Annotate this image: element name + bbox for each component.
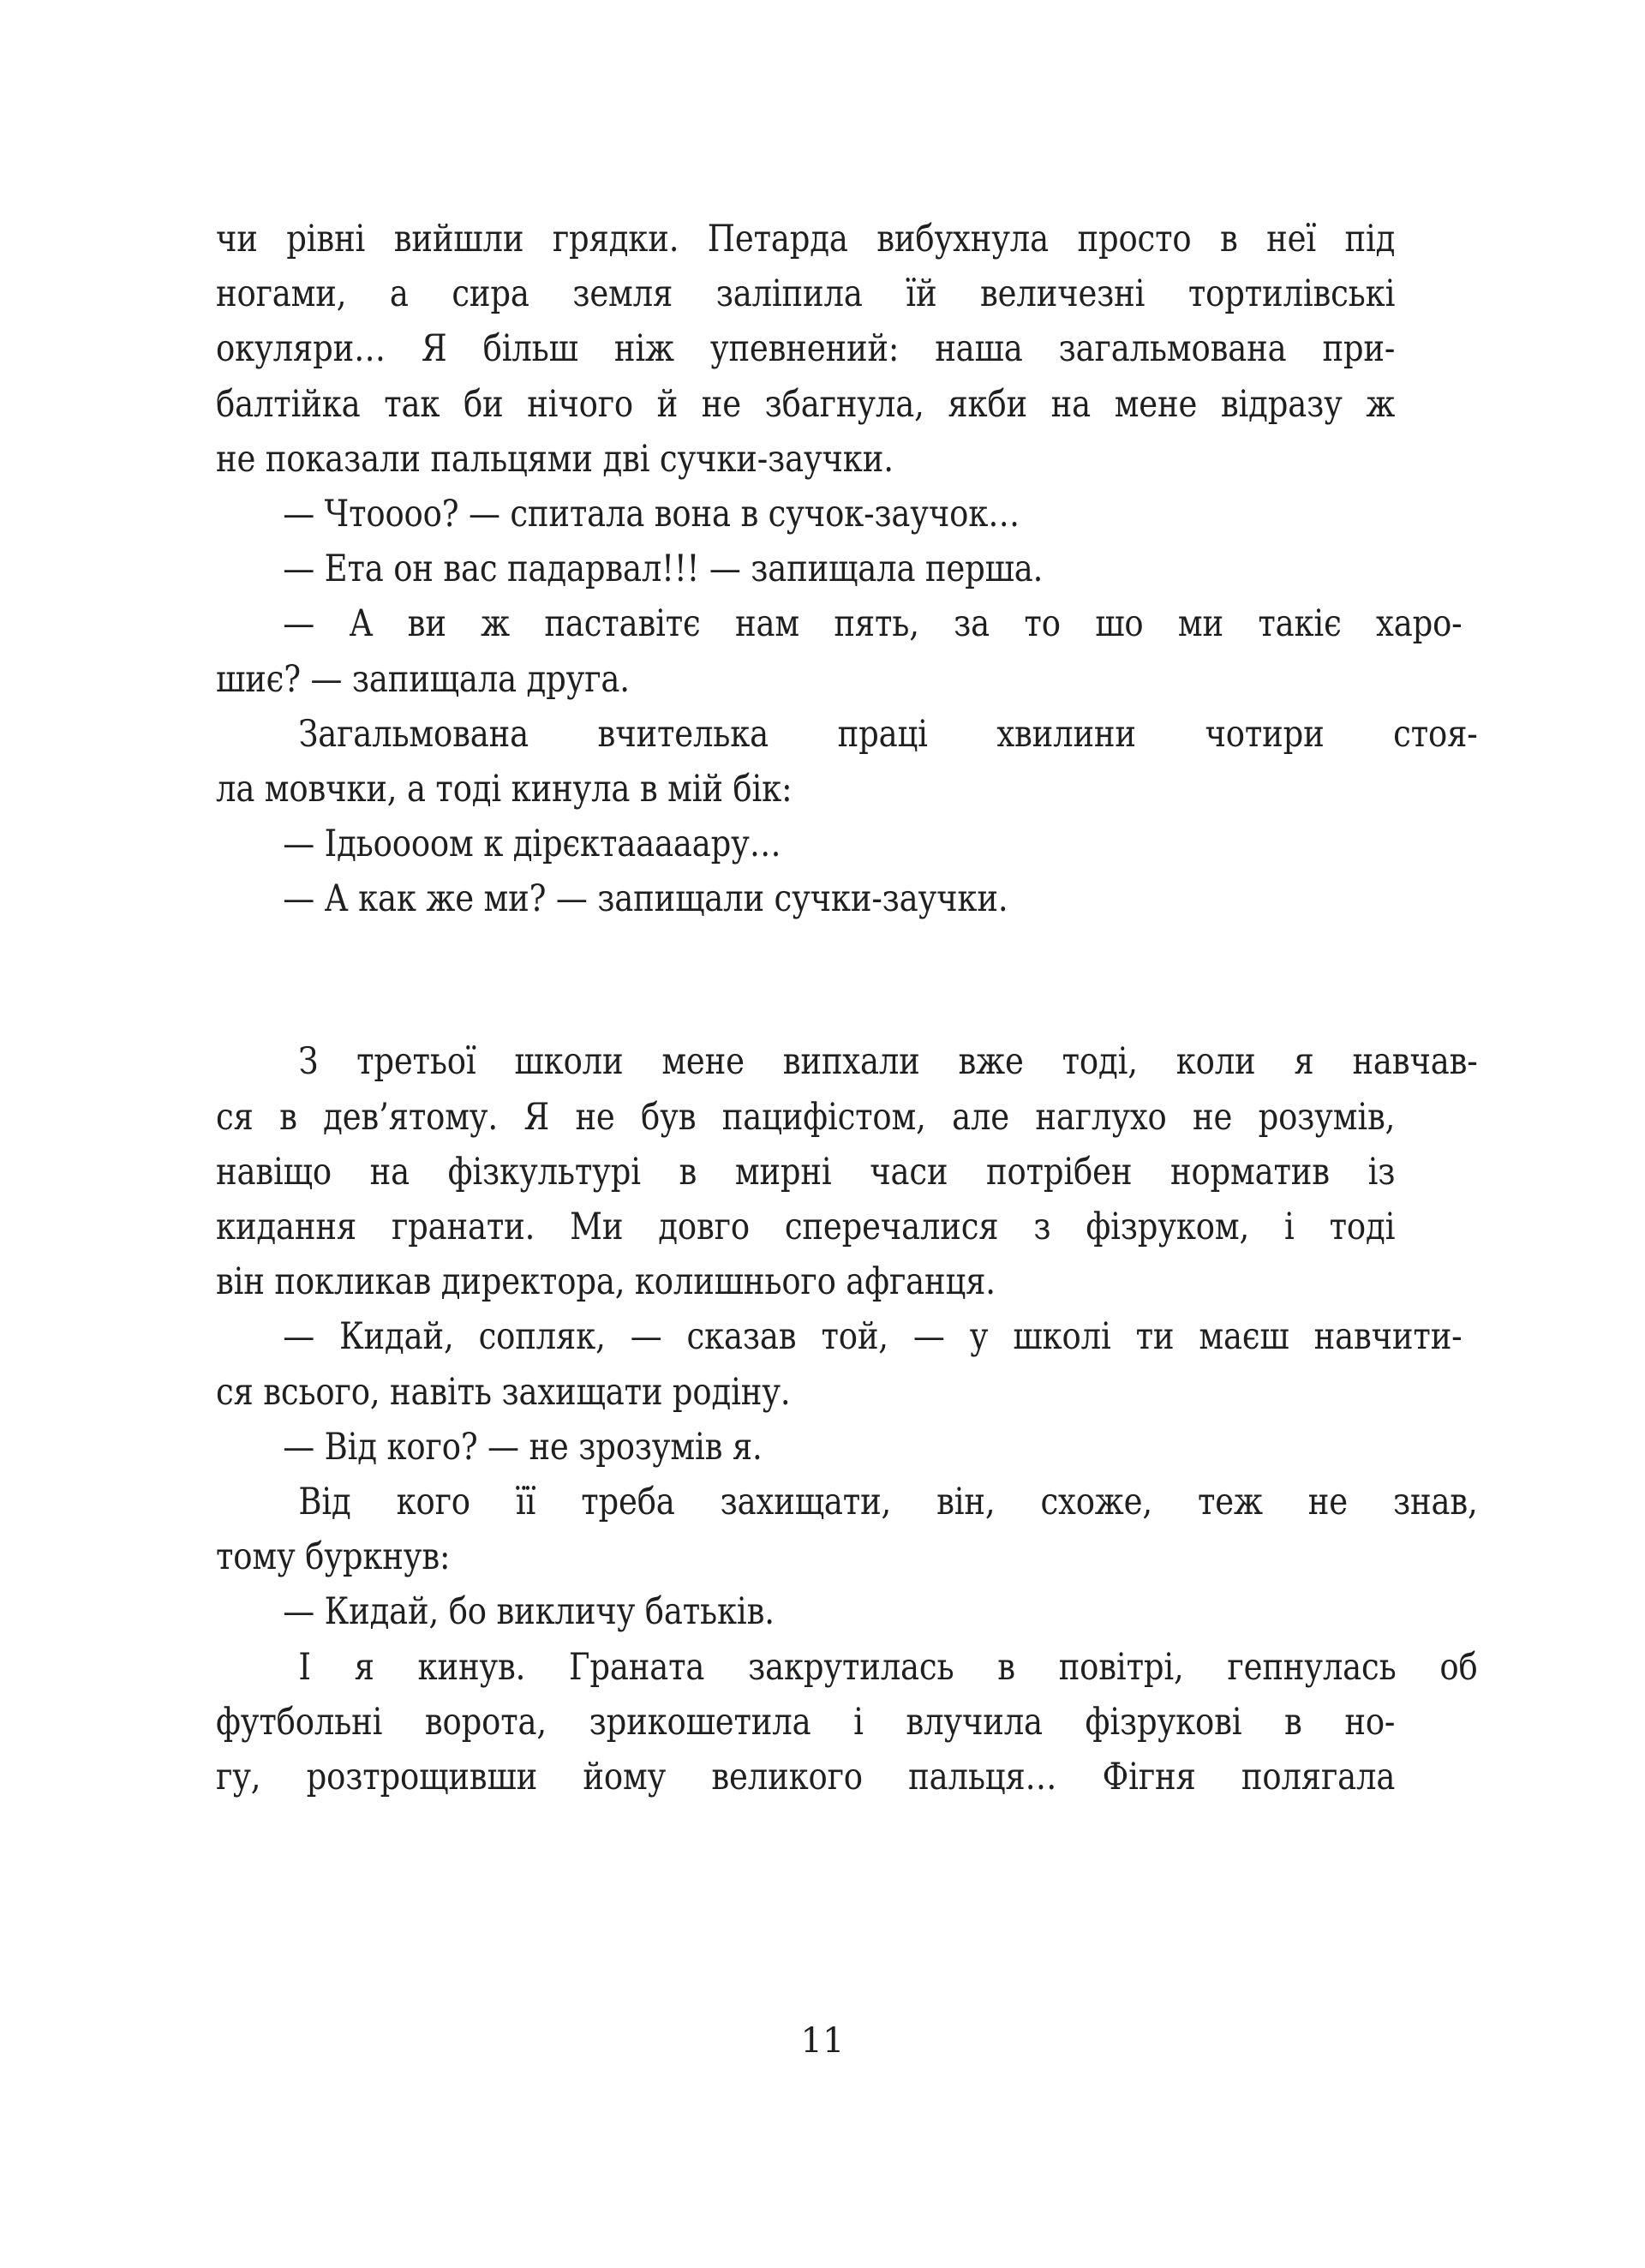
text-line: кидання гранати. Ми довго сперечалися з фізруком, і тоді xyxy=(216,1206,1396,1248)
text-line: навіщо на фізкультурі в мирні часи потрібен норматив із xyxy=(216,1150,1396,1194)
dialog-line: — Ідьоооом к дірєктааааару… xyxy=(283,823,781,866)
text-line: він покликав директора, колишнього афганця. xyxy=(216,1260,996,1304)
text-line: окуляри… Я більш ніж упевнений: наша загальмована при- xyxy=(216,327,1396,371)
page-body-text xyxy=(216,212,1478,1804)
paragraph-start-line: І я кинув. Граната закрутилась в повітрі, гепнулась об xyxy=(298,1645,1478,1689)
text-line: не показали пальцями дві сучки-заучки. xyxy=(216,437,894,481)
dialog-line: — Кидай, бо викличу батьків. xyxy=(283,1590,775,1634)
text-line: ла мовчки, а тоді кинула в мій бік: xyxy=(216,767,793,811)
dialog-line: — А как же ми? — запищали сучки-заучки. xyxy=(283,877,1008,921)
paragraph-start-line: З третьої школи мене випхали вже тоді, коли я навчав- xyxy=(298,1040,1478,1084)
paragraph-start-line: Від кого її треба захищати, він, схоже, теж не знав, xyxy=(298,1480,1478,1523)
text-line: балтійка так би нічого й не збагнула, якби на мене відразу ж xyxy=(216,382,1396,426)
dialog-line: — Чтоооо? — спитала вона в сучок-заучок… xyxy=(283,492,1020,536)
dialog-line: — А ви ж паставітє нам пять, за то шо ми такіє харо- xyxy=(283,602,1463,646)
text-line: чи рівні вийшли грядки. Петарда вибухнула просто в неї під xyxy=(216,218,1396,260)
section-1 xyxy=(216,212,1478,926)
dialog-line: — Кидай, сопляк, — сказав той, — у школі ти маєш навчити- xyxy=(283,1315,1463,1359)
dialog-line: — Від кого? — не зрозумів я. xyxy=(283,1425,763,1469)
paragraph-start-line: Загальмована вчителька праці хвилини чотири стоя- xyxy=(298,712,1478,756)
text-line: ногами, а сира земля заліпила їй величезні тортилівські xyxy=(216,272,1396,316)
section-break xyxy=(216,926,1395,1034)
text-line: тому буркнув: xyxy=(216,1535,451,1579)
section-2 xyxy=(216,1034,1478,1804)
dialog-line: — Ета он вас падарвал!!! — запищала перша. xyxy=(283,548,1044,591)
text-line: ся всього, навіть захищати родіну. xyxy=(216,1370,791,1414)
text-line: ся в дев’ятому. Я не був пацифістом, але наглухо не розумів, xyxy=(216,1095,1396,1139)
text-line: гу, розтрощивши йому великого пальця… Фігня полягала xyxy=(216,1755,1396,1798)
page-number: 11 xyxy=(800,2021,845,2061)
text-line: шиє? — запищала друга. xyxy=(216,657,630,701)
text-line: футбольні ворота, зрикошетила і влучила фізрукові в но- xyxy=(216,1700,1396,1744)
